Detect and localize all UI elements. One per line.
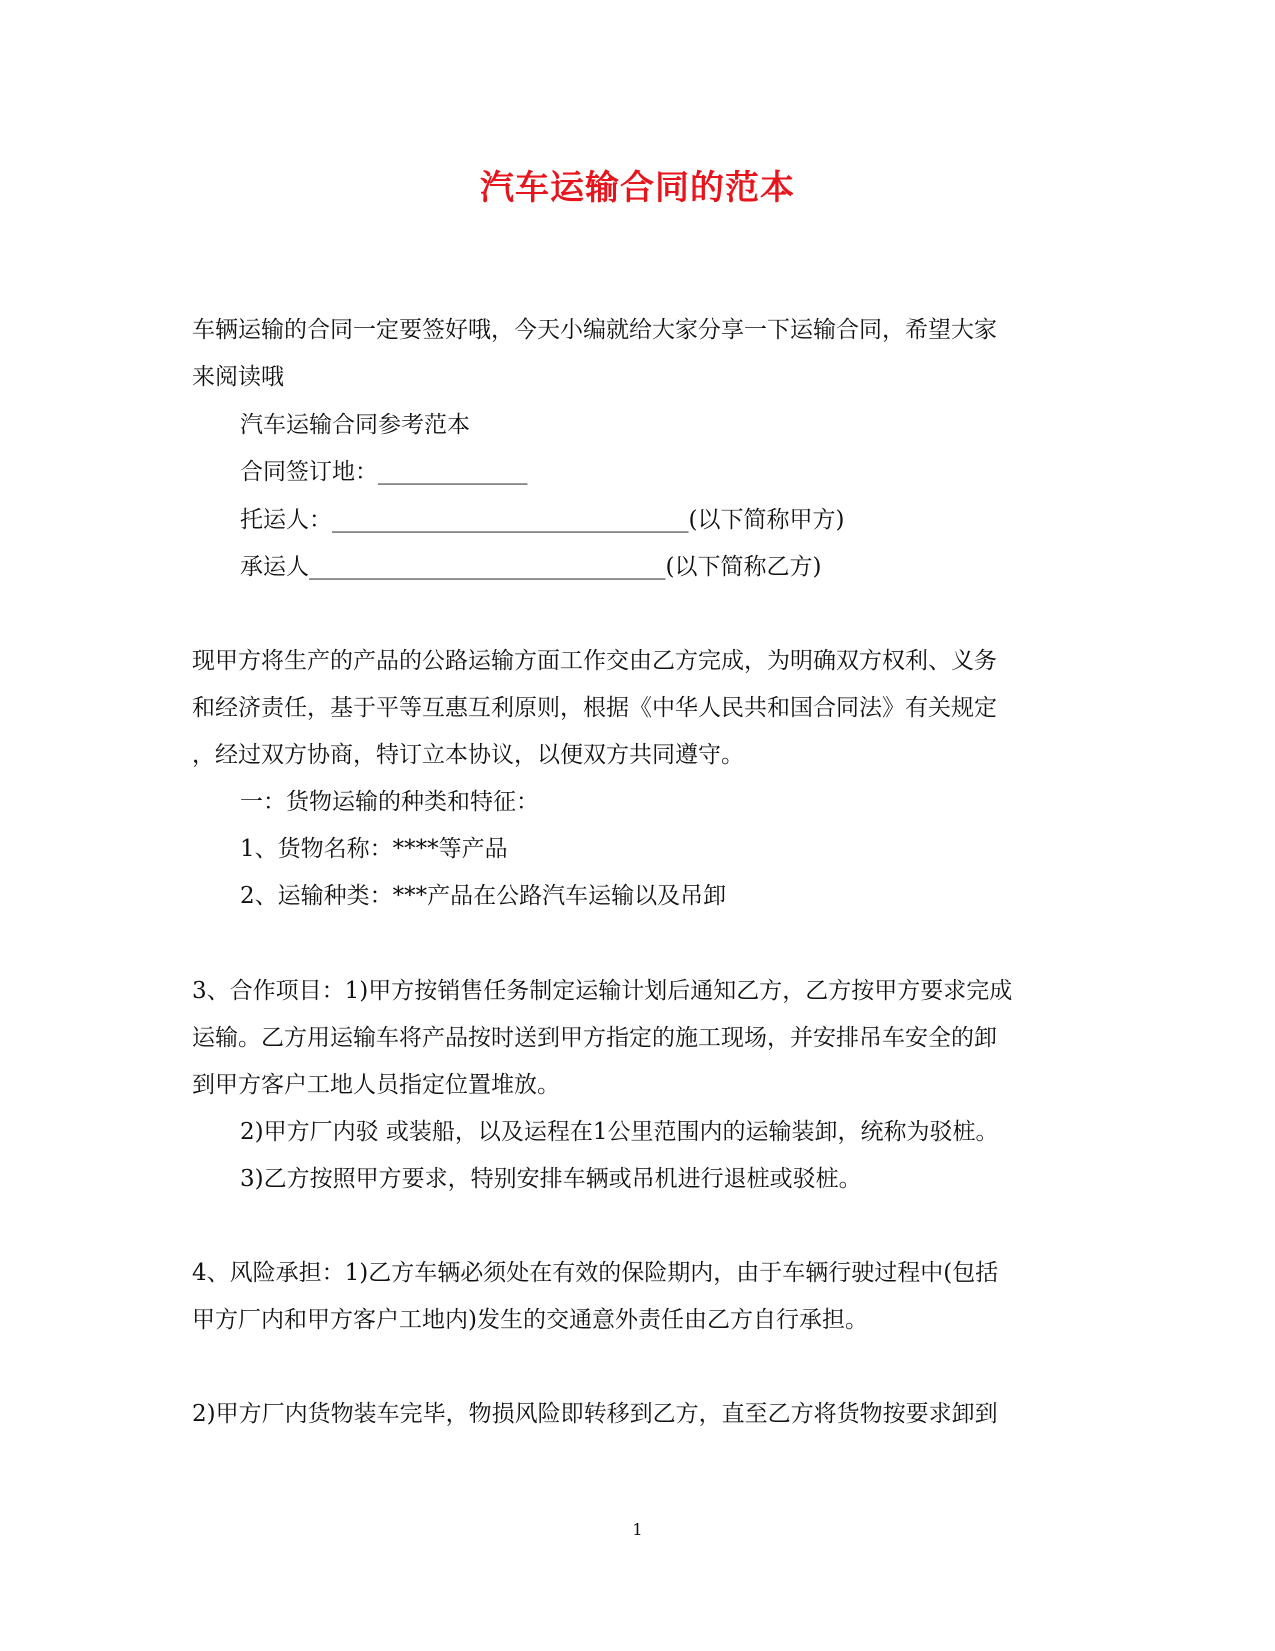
paragraph-line: 托运人：_______________________________(以下简称甲方) (240, 507, 845, 533)
paragraph-line: 2)甲方厂内驳 或装船，以及运程在1公里范围内的运输装卸，统称为驳桩。 (240, 1119, 999, 1145)
page-number: 1 (632, 1520, 643, 1539)
paragraph-line: 合同签订地：_____________ (240, 459, 528, 485)
paragraph-line: ，经过双方协商，特订立本协议，以便双方共同遵守。 (192, 742, 744, 768)
paragraph-line: 运输。乙方用运输车将产品按时送到甲方指定的施工现场，并安排吊车安全的卸 (192, 1025, 997, 1051)
paragraph-line: 2)甲方厂内货物装车完毕，物损风险即转移到乙方，直至乙方将货物按要求卸到 (192, 1401, 998, 1427)
paragraph-line: 1、货物名称：****等产品 (240, 836, 508, 862)
paragraph-line: 现甲方将生产的产品的公路运输方面工作交由乙方完成，为明确双方权利、义务 (192, 648, 997, 674)
paragraph-line: 来阅读哦 (192, 364, 284, 390)
paragraph-line: 和经济责任，基于平等互惠互利原则，根据《中华人民共和国合同法》有关规定 (192, 695, 997, 721)
paragraph-line: 车辆运输的合同一定要签好哦，今天小编就给大家分享一下运输合同，希望大家 (192, 317, 997, 343)
paragraph-line: 4、风险承担：1)乙方车辆必须处在有效的保险期内，由于车辆行驶过程中(包括 (192, 1260, 999, 1286)
paragraph-line: 一：货物运输的种类和特征： (240, 789, 539, 815)
paragraph-line: 到甲方客户工地人员指定位置堆放。 (192, 1072, 560, 1098)
paragraph-line: 承运人_______________________________(以下简称乙方) (240, 554, 822, 580)
paragraph-line: 甲方厂内和甲方客户工地内)发生的交通意外责任由乙方自行承担。 (192, 1307, 868, 1333)
paragraph-line: 3、合作项目：1)甲方按销售任务制定运输计划后通知乙方，乙方按甲方要求完成 (192, 978, 1013, 1004)
paragraph-line: 汽车运输合同参考范本 (240, 412, 470, 438)
paragraph-line: 2、运输种类：***产品在公路汽车运输以及吊卸 (240, 883, 727, 909)
paragraph-line: 3)乙方按照甲方要求，特别安排车辆或吊机进行退桩或驳桩。 (240, 1166, 862, 1192)
document-title: 汽车运输合同的范本 (480, 168, 795, 208)
